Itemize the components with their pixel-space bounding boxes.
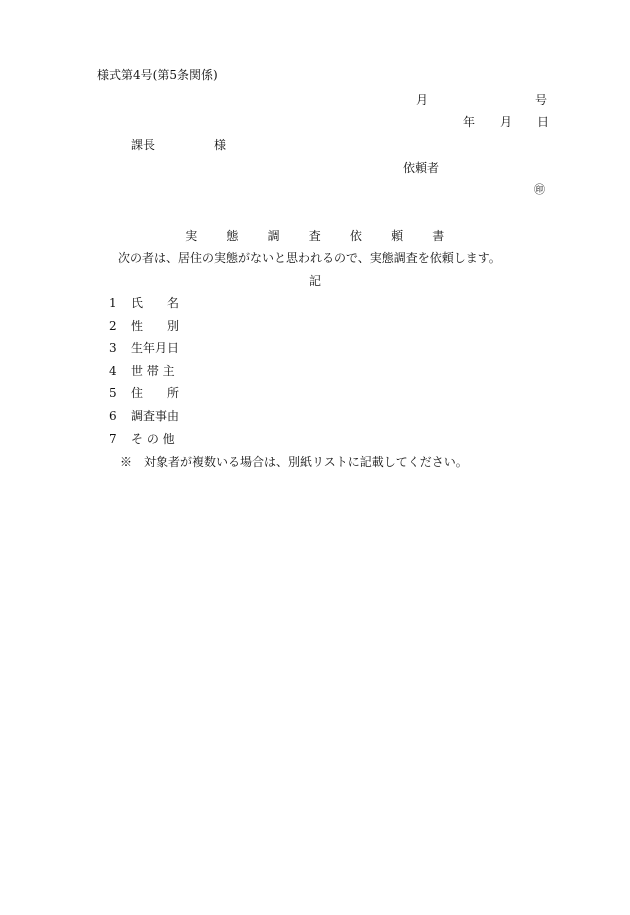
document-title [0, 230, 630, 242]
date-day-label: 日 [537, 115, 550, 129]
title-char: 書 [432, 229, 445, 243]
item-label: 生年月日 [131, 341, 180, 355]
title-char: 依 [349, 229, 363, 243]
request-body-text: 次の者は、居住の実態がないと思われるので、実態調査を依頼します。 [118, 251, 501, 265]
date-month-label: 月 [500, 115, 513, 129]
item-label: 調査事由 [131, 409, 180, 423]
item-number: 1 [109, 296, 117, 310]
note-text: ※ 対象者が複数いる場合は、別紙リストに記載してください。 [120, 455, 468, 469]
reference-number-label: 号 [535, 93, 548, 107]
title-char: 態 [226, 229, 239, 243]
requester-label: 依頼者 [403, 161, 440, 175]
item-label: 世 帯 主 [131, 364, 175, 378]
item-number: 2 [109, 319, 117, 333]
item-number: 3 [109, 341, 117, 355]
form-number: 様式第4号(第5条関係) [97, 68, 218, 82]
title-char: 調 [267, 229, 281, 243]
seal-mark: ㊞ [534, 183, 545, 196]
item-label: 住 所 [131, 386, 180, 400]
title-char: 実 [185, 229, 198, 243]
item-label: そ の 他 [131, 432, 175, 446]
item-number: 7 [109, 432, 117, 446]
date-year-label: 年 [463, 115, 476, 129]
addressee-sama: 様 [214, 138, 227, 152]
title-char: 査 [308, 229, 322, 243]
addressee-kacho: 課長 [131, 138, 156, 152]
item-number: 5 [109, 386, 117, 400]
item-label: 氏 名 [131, 296, 180, 310]
item-number: 4 [109, 364, 117, 378]
reference-month-label: 月 [416, 93, 429, 107]
ki-heading: 記 [308, 274, 321, 288]
item-number: 6 [109, 409, 117, 423]
title-char: 頼 [391, 229, 404, 243]
item-label: 性 別 [131, 319, 180, 333]
